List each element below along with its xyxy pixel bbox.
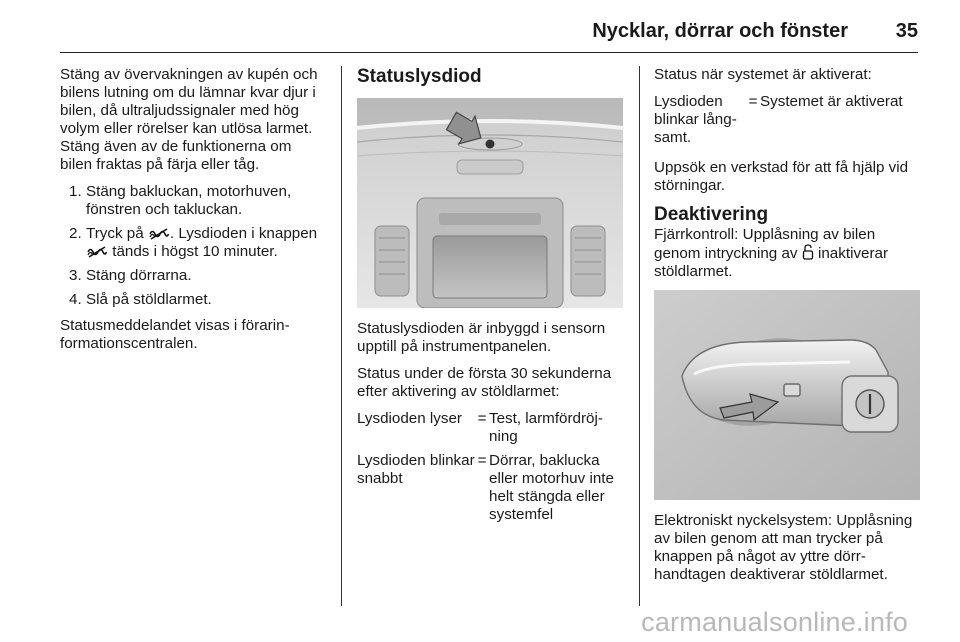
equals-sign: = [748, 93, 758, 110]
list-item [60, 225, 326, 261]
column-divider [341, 66, 342, 606]
led-status-table [357, 410, 623, 530]
step-text: Stäng dörrarna. [86, 267, 192, 284]
equals-sign: = [477, 452, 487, 469]
remote-paragraph [654, 226, 922, 281]
step-number: 2. [69, 225, 82, 242]
page-header [60, 14, 918, 53]
outro-paragraph: Statusmeddelandet visas i förarinformationscentralen. [60, 317, 290, 352]
column-divider [639, 66, 640, 606]
workshop-paragraph: Uppsök en verkstad för att få hjälp vid störningar. [654, 159, 909, 194]
led-meaning: Dörrar, baklucka eller motorhuv inte helt stängda eller systemfel [489, 452, 614, 523]
step-number: 3. [69, 267, 82, 284]
section-heading: Deaktivering [654, 204, 769, 225]
led-state: Lysdioden blinkar snabbt [357, 452, 475, 487]
column-left [60, 66, 326, 362]
led-meaning: Test, larmfördröjning [489, 410, 603, 445]
steps-list [60, 183, 326, 309]
step-number: 4. [69, 291, 82, 308]
equals-sign: = [477, 410, 487, 427]
column-right [654, 66, 922, 593]
step-number: 1. [69, 183, 82, 200]
page-title: Nycklar, dörrar och fönster [592, 20, 848, 42]
led-state: Lysdioden blinkar långsamt. [654, 93, 737, 146]
table-row [654, 93, 922, 153]
step-text: Slå på stöldlarmet. [86, 291, 212, 308]
list-item [60, 291, 326, 309]
table-row [357, 452, 623, 530]
sensor-paragraph: Statuslysdioden är inbyggd i sensorn upptill på instrumentpanelen. [357, 320, 606, 355]
dashboard-sensor-illustration [357, 98, 623, 308]
list-item [60, 267, 326, 285]
led-meaning: Systemet är aktiverat [760, 93, 903, 110]
step-text: Tryck på [86, 225, 144, 242]
status-intro-paragraph: Status under de första 30 sekunderna efter aktivering av stöldlarmet: [357, 365, 612, 400]
page-number: 35 [895, 20, 918, 42]
active-status-table [654, 93, 922, 153]
door-handle-illustration [654, 290, 920, 500]
table-row [357, 410, 623, 452]
open-padlock-icon [802, 244, 814, 260]
watermark: carmanualsonline.info [641, 607, 908, 637]
active-status-paragraph: Status när systemet är aktiverat: [654, 66, 872, 83]
intro-paragraph: Stäng av övervakningen av kupén och bilens lutning om du lämnar kvar djur i bilen, då ultraljudssignaler med hög volym eller rörelser kan utlösa larmet. Stäng även av de funktionerna om bilen fraktas på färja eller tåg. [60, 66, 318, 173]
mute-sensor-icon [148, 228, 170, 240]
column-middle [357, 66, 623, 536]
list-item [60, 183, 326, 219]
led-state: Lysdioden lyser [357, 410, 462, 427]
step-text: tänds i högst 10 minuter. [112, 243, 278, 260]
remote-text: Fjärrkontroll: Upplåsning av bilen genom intryckning av [654, 226, 876, 262]
section-heading: Statuslysdiod [357, 66, 482, 87]
remote-text: inaktiverar stöldlarmet. [654, 245, 889, 280]
step-text: Stäng bakluckan, motorhuven, fönstren och takluckan. [86, 183, 292, 218]
keyless-paragraph: Elektroniskt nyckelsystem: Upplåsning av bilen genom att man trycker på knappen på något av yttre dörrhandtagen deaktiverar stöldlarmet. [654, 512, 913, 583]
step-text: . Lysdioden i knappen [169, 225, 318, 242]
mute-sensor-icon [86, 246, 108, 258]
